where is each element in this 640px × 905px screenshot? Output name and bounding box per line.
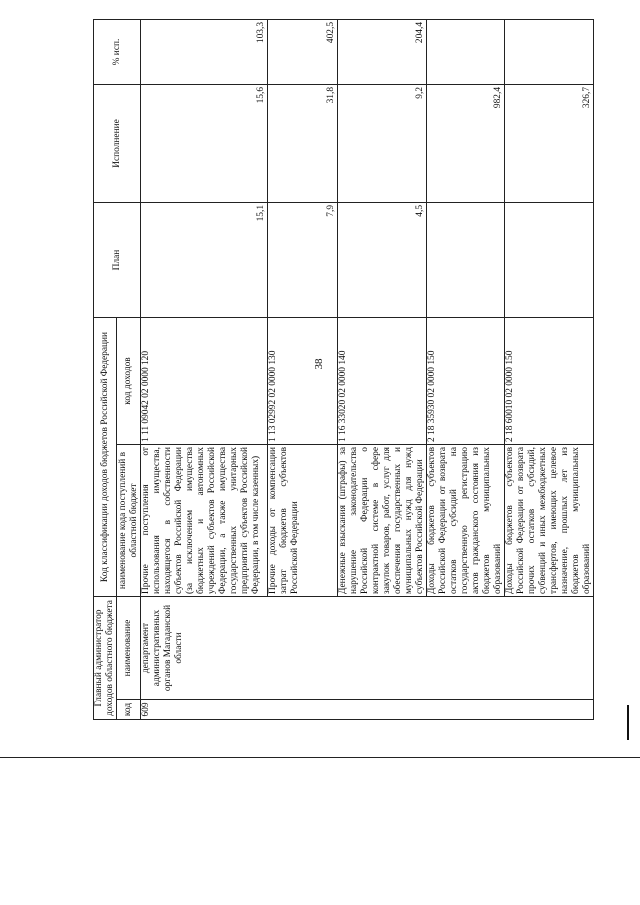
execution-header: Исполнение xyxy=(94,84,141,202)
table-row xyxy=(141,19,268,719)
income-name: Прочие доходы от компенсации затрат бюджетов субъектов Российской Федерации xyxy=(268,445,338,597)
admin-name: департамент административных органов Магаданской области xyxy=(141,597,594,700)
income-code: 2 18 60010 02 0000 150 xyxy=(505,317,594,444)
execution-value: 982,4 xyxy=(427,84,505,202)
percent-value: 103,3 xyxy=(141,19,268,84)
income-name: Доходы бюджетов субъектов Российской Федерации от возврата прочих остатков субсидий, субвенций и иных межбюджетных трансфертов, имеющих целевое назначение, прошлых лет из бюджетов муниципальных образований xyxy=(505,445,594,597)
percent-value xyxy=(427,19,505,84)
page-number: 38 xyxy=(313,358,325,370)
plan-value: 4,5 xyxy=(338,202,427,317)
income-code: 1 13 02992 02 0000 130 xyxy=(268,317,338,444)
income-code: 1 11 09042 02 0000 120 xyxy=(141,317,268,444)
income-code: 1 16 33020 02 0000 140 xyxy=(338,317,427,444)
percent-header: % исп. xyxy=(94,19,141,84)
income-code: 2 18 35930 02 0000 150 xyxy=(427,317,505,444)
plan-value: 7,9 xyxy=(268,202,338,317)
income-name: Денежные взыскания (штрафы) за нарушение законодательства Российской Федерации о контрактной системе в сфере закупок товаров, работ, услуг для обеспечения государственных и муниципальных нужд для нужд субъектов Российской Федерации xyxy=(338,445,427,597)
plan-header: План xyxy=(94,202,141,317)
execution-value: 9,2 xyxy=(338,84,427,202)
percent-value xyxy=(505,19,594,84)
plan-value: 15,1 xyxy=(141,202,268,317)
plan-value xyxy=(505,202,594,317)
income-code-header: код доходов xyxy=(117,317,141,444)
income-name: Доходы бюджетов субъектов Российской Федерации от возврата остатков субсидий на государственную регистрацию актов гражданского состояния из бюджетов муниципальных образований xyxy=(427,445,505,597)
name-header: наименование xyxy=(117,597,141,700)
execution-value: 31,8 xyxy=(268,84,338,202)
classification-group-header: Код классификации доходов бюджетов Российской Федерации xyxy=(94,317,117,596)
admin-group-header: Главный администратор доходов областного бюджета xyxy=(94,597,117,720)
plan-value xyxy=(427,202,505,317)
admin-code: 609 xyxy=(141,700,594,720)
margin-mark xyxy=(627,705,629,740)
income-table xyxy=(93,19,594,720)
percent-value: 204,4 xyxy=(338,19,427,84)
code-header: код xyxy=(117,700,141,720)
rotated-table-page xyxy=(93,20,628,720)
income-name: Прочие поступления от использования имущества, находящегося в собственности субъектов Российской Федерации (за исключением имущества бюджетных и автономных учреждений субъектов Российской Федерации, а также имущества государственных унитарных предприятий субъектов Российской Федерации, в том числе казенных) xyxy=(141,445,268,597)
execution-value: 326,7 xyxy=(505,84,594,202)
page-divider xyxy=(0,757,640,758)
header-row-1 xyxy=(94,19,117,719)
percent-value: 402,5 xyxy=(268,19,338,84)
execution-value: 15,6 xyxy=(141,84,268,202)
income-name-header: наименование кода поступлений в областной бюджет xyxy=(117,445,141,597)
